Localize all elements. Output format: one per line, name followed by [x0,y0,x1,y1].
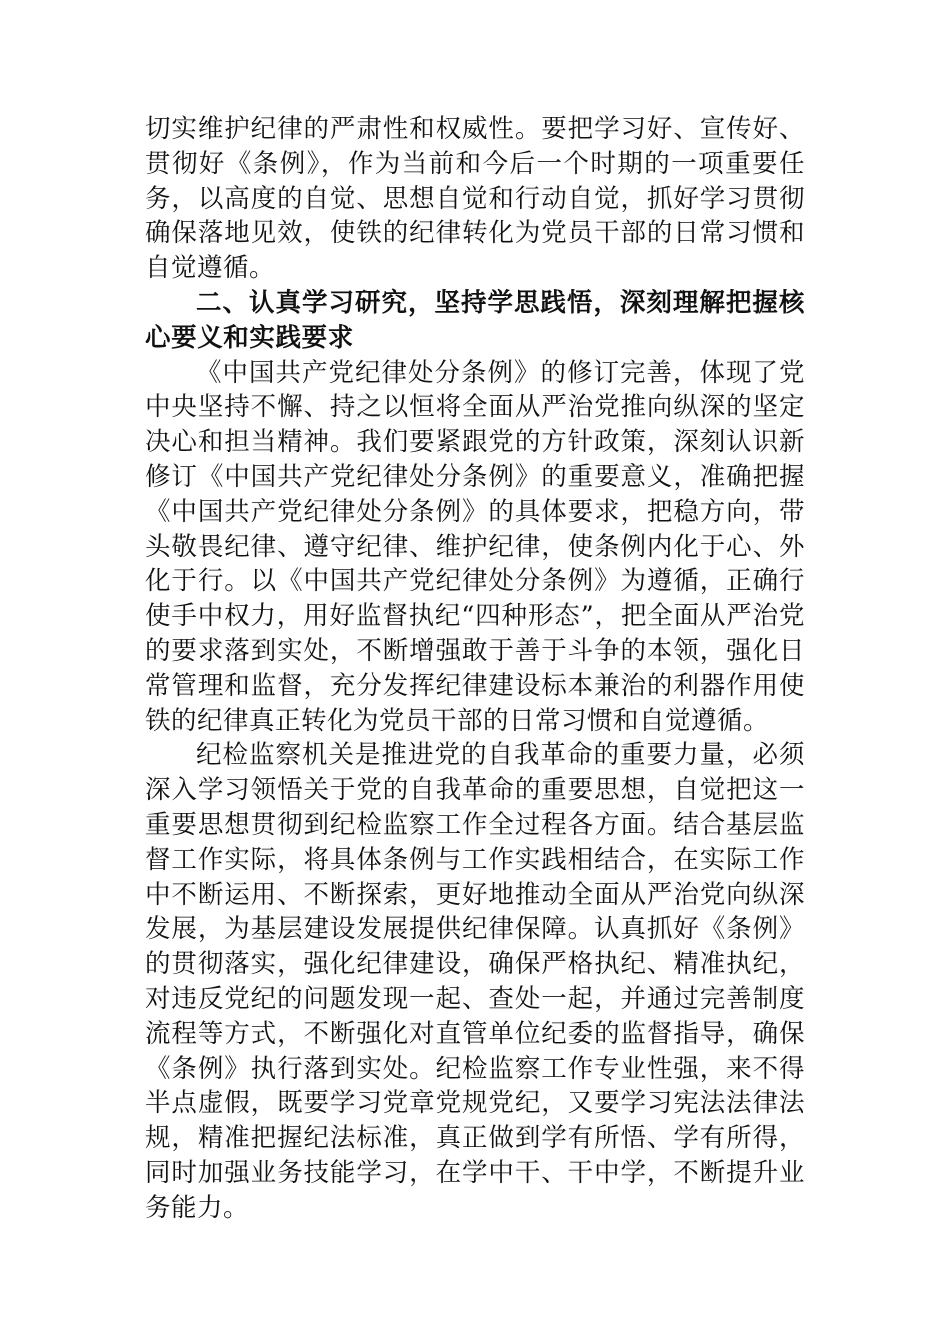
section-heading: 二、认真学习研究，坚持学思践悟，深刻理解把握核心要义和实践要求 [145,287,805,353]
paragraph-continuation: 切实维护纪律的严肃性和权威性。要把学习好、宣传好、贯彻好《条例》，作为当前和今后一个时期的一项重要任务，以高度的自觉、思想自觉和行动自觉，抓好学习贯彻确保落地见效，使铁的纪律转化为党员干部的日常习惯和自觉遵循。 [145,114,805,284]
paragraph-regulation-revision: 《中国共产党纪律处分条例》的修订完善，体现了党中央坚持不懈、持之以恒将全面从严治党推向纵深的坚定决心和担当精神。我们要紧跟党的方针政策，深刻认识新修订《中国共产党纪律处分条例》的重要意义，准确把握《中国共产党纪律处分条例》的具体要求，把稳方向，带头敬畏纪律、遵守纪律、维护纪律，使条例内化于心、外化于行。以《中国共产党纪律处分条例》为遵循，正确行使手中权力，用好监督执纪“四种形态”，把全面从严治党的要求落到实处，不断增强敢于善于斗争的本领，强化日常管理和监督，充分发挥纪律建设标本兼治的利器作用使铁的纪律真正转化为党员干部的日常习惯和自觉遵循。 [145,357,805,736]
document-page [145,112,805,1226]
paragraph-discipline-inspection: 纪检监察机关是推进党的自我革命的重要力量，必须深入学习领悟关于党的自我革命的重要思想，自觉把这一重要思想贯彻到纪检监察工作全过程各方面。结合基层监督工作实际，将具体条例与工作实践相结合，在实际工作中不断运用、不断探索，更好地推动全面从严治党向纵深发展，为基层建设发展提供纪律保障。认真抓好《条例》的贯彻落实，强化纪律建设，确保严格执纪、精准执纪，对违反党纪的问题发现一起、查处一起，并通过完善制度流程等方式，不断强化对直管单位纪委的监督指导，确保《条例》执行落到实处。纪检监察工作专业性强，来不得半点虚假，既要学习党章党规党纪，又要学习宪法法律法规，精准把握纪法标准，真正做到学有所悟、学有所得，同时加强业务技能学习，在学中干、干中学，不断提升业务能力。 [145,740,805,1223]
